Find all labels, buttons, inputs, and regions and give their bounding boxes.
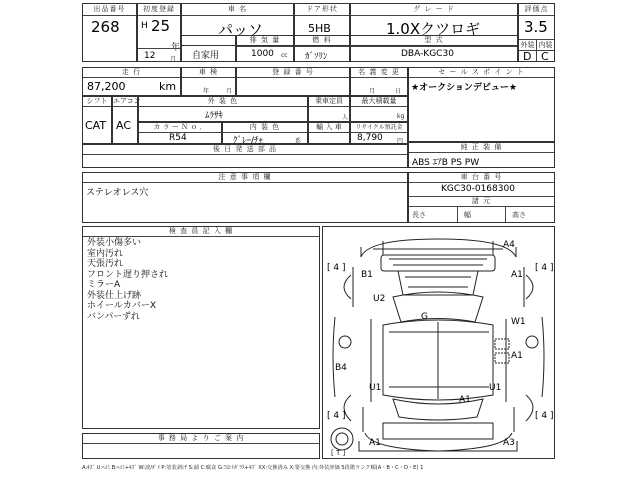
car-diagram-svg: [323, 227, 554, 458]
chassis-label: 車 台 番 号: [460, 173, 503, 181]
mark-a1-lower: A1: [459, 395, 471, 405]
inspector-line: 外装仕上げ跡: [87, 290, 142, 301]
model-box: [350, 35, 518, 62]
inspection-label: 車 検: [198, 68, 219, 76]
mark-b4: B4: [335, 363, 347, 373]
mark-b1-left: B1: [361, 270, 373, 280]
mark-a1-mid: A1: [511, 351, 523, 361]
load-unit: kg: [397, 113, 405, 120]
usage-box: [181, 35, 236, 62]
reg-month: 12: [144, 51, 156, 61]
interior-color: ｸﾞﾚｰ/ﾁｬ: [233, 136, 264, 146]
office-box: [82, 433, 320, 459]
mark-g: G: [421, 312, 428, 322]
grade-label: グ レ ー ド: [413, 5, 455, 13]
int-color-label: 内 装 色: [249, 123, 281, 131]
chassis-number: KGC30-0168300: [441, 184, 515, 194]
inspector-line: ミラーA: [87, 280, 121, 290]
ac: AC: [116, 119, 132, 132]
tire-fr: [ 4 ]: [535, 263, 554, 273]
regno-box: [236, 67, 350, 96]
mark-a4-top: A4: [503, 240, 515, 250]
int-color-box: [222, 122, 308, 144]
sales-point: ★オークションデビュー★: [411, 83, 517, 93]
mark-w1: W1: [511, 317, 526, 327]
car-name-label: 車 名: [227, 5, 248, 13]
score-box: [518, 3, 555, 62]
notes-box: [82, 172, 408, 223]
mileage-label: 走 行: [121, 68, 142, 76]
tire-rr: [ 4 ]: [535, 411, 554, 421]
load-label: 最大積載量: [361, 97, 397, 105]
tire-fl: [ 4 ]: [327, 263, 346, 273]
model-label: 型 式: [424, 36, 444, 44]
capacity-box: [308, 96, 350, 122]
mark-a3: A3: [503, 438, 515, 448]
ac-label: エアコン: [113, 97, 141, 105]
inspector-line: ホイールカバーX: [87, 301, 156, 311]
displacement-label: 排 気 量: [249, 36, 281, 44]
options-label: 純 正 装 備: [460, 143, 503, 151]
mark-a1-right: A1: [511, 270, 523, 280]
displacement-unit: cc: [281, 52, 288, 59]
legend: A:ｷｽﾞ U:ﾍｺﾐ B:ﾍｺﾐ+ｷｽﾞ W:波/ﾀﾞﾒ P:塗装剥げ S:錆 C:腐食 G:ﾌﾛﾝﾄｶﾞﾗｽ+ｷｽﾞ XX:交換済み X:要交換 内:外装評価 5段階ランク順(A・B・C・D・E) 1: [82, 465, 424, 471]
color-box: [138, 96, 308, 122]
score: 3.5: [524, 18, 548, 36]
import-label: 輸 入 車: [316, 123, 342, 131]
era: H: [141, 21, 148, 31]
mark-u2: U2: [373, 294, 386, 304]
ac-box: [112, 96, 141, 144]
inspector-line: フロント遅り押され: [87, 269, 169, 280]
exterior-score: D: [523, 50, 532, 63]
shift-label: シフト: [86, 97, 108, 105]
shift-box: [82, 96, 112, 144]
tire-rl: [ 4 ]: [327, 411, 346, 421]
inspector-lines: [87, 238, 168, 322]
interior-label: 内装: [538, 41, 553, 49]
options-box: [408, 142, 555, 168]
inspection-box: [181, 67, 236, 96]
inspector-line: 室内汚れ: [87, 248, 124, 259]
damage-diagram: [322, 226, 555, 459]
notes-label: 注 意 事 項 欄: [218, 173, 272, 181]
model: DBA-KGC30: [401, 49, 454, 59]
car-name: パッソ: [218, 21, 264, 39]
inspector-line: 外装小傷多い: [87, 238, 142, 248]
door-type: 5HB: [308, 22, 331, 35]
first-reg-box: [137, 3, 181, 62]
color-number: R54: [169, 133, 187, 143]
transfer-day-unit: 日: [395, 88, 402, 95]
fuel-box: [294, 35, 350, 62]
lot-box: [82, 3, 137, 62]
sales-label: セ ー ル ス ポ イ ン ト: [438, 68, 525, 76]
reg-year: 25: [151, 17, 171, 35]
notes-value: ステレオレス穴: [86, 188, 149, 198]
interior-score: C: [541, 50, 549, 63]
mark-a1-bottom: A1: [369, 438, 381, 448]
regno-label: 登 録 番 号: [272, 68, 314, 76]
transfer-month-unit: 月: [369, 88, 376, 95]
options-value: ABS ｴｱB PS PW: [412, 158, 480, 168]
grade: 1.0Xクツロギ: [386, 20, 481, 38]
colorno-label: カ ラ ー Ｎ ｏ ．: [153, 123, 207, 131]
mark-u1-left: U1: [369, 383, 382, 393]
colorno-box: [138, 122, 222, 144]
inspector-box: [82, 226, 320, 429]
office-label: 事 務 局 よ り ご 案 内: [157, 434, 245, 442]
exterior-color: ﾑﾗｻｷ: [205, 111, 224, 121]
transfer-box: [350, 67, 408, 96]
capacity-unit: 人: [342, 114, 349, 121]
color-label: 外 装 色: [207, 97, 239, 105]
length-label: 長さ: [412, 211, 426, 219]
mileage: 87,200: [87, 80, 126, 93]
lot-number: 268: [91, 18, 120, 36]
width-label: 幅: [464, 211, 471, 219]
transfer-label: 名 義 変 更: [358, 68, 400, 76]
inspector-label: 検 査 員 記 入 欄: [168, 227, 234, 235]
shift: CAT: [85, 119, 107, 132]
exterior-label: 外装: [520, 41, 535, 49]
sales-box: [408, 67, 555, 142]
capacity-label: 乗車定員: [315, 97, 343, 105]
tire-spare: [ T ]: [331, 449, 346, 457]
dims-label: 諸 元: [471, 197, 492, 205]
usage: 自家用: [192, 51, 220, 61]
height-label: 高さ: [512, 211, 526, 219]
displacement: 1000: [251, 49, 274, 59]
recycle-label: リサイクル預託金: [355, 124, 403, 131]
door-label: ドア形状: [306, 5, 338, 13]
fuel: ｶﾞｿﾘﾝ: [305, 52, 328, 62]
load-box: [350, 96, 408, 122]
mark-u1-right: U1: [489, 383, 502, 393]
retrofit-label: 後 日 発 送 部 品: [212, 145, 278, 153]
reg-year-unit: 年: [171, 43, 181, 53]
reg-month-unit: 月: [170, 56, 177, 63]
chassis-box: [408, 172, 555, 223]
fuel-label: 燃 料: [312, 36, 332, 44]
score-label: 評価点: [524, 5, 549, 13]
inspection-month-unit: 月: [226, 88, 233, 95]
displacement-box: [236, 35, 294, 62]
mileage-box: [82, 67, 181, 96]
first-reg-label: 初度登録: [143, 5, 175, 13]
mileage-unit: km: [159, 80, 177, 93]
retrofit-box: [82, 144, 408, 168]
recycle-unit: 円: [397, 138, 404, 145]
recycle-box: [350, 122, 408, 144]
inspector-line: バンパーずれ: [87, 311, 140, 322]
import-box: [308, 122, 350, 144]
interior-color-suffix: 系: [295, 138, 302, 145]
recycle-fee: 8,790: [357, 133, 383, 143]
inspection-year-unit: 年: [203, 88, 210, 95]
inspector-line: 天張汚れ: [87, 259, 124, 269]
lot-label: 出品番号: [93, 5, 126, 13]
